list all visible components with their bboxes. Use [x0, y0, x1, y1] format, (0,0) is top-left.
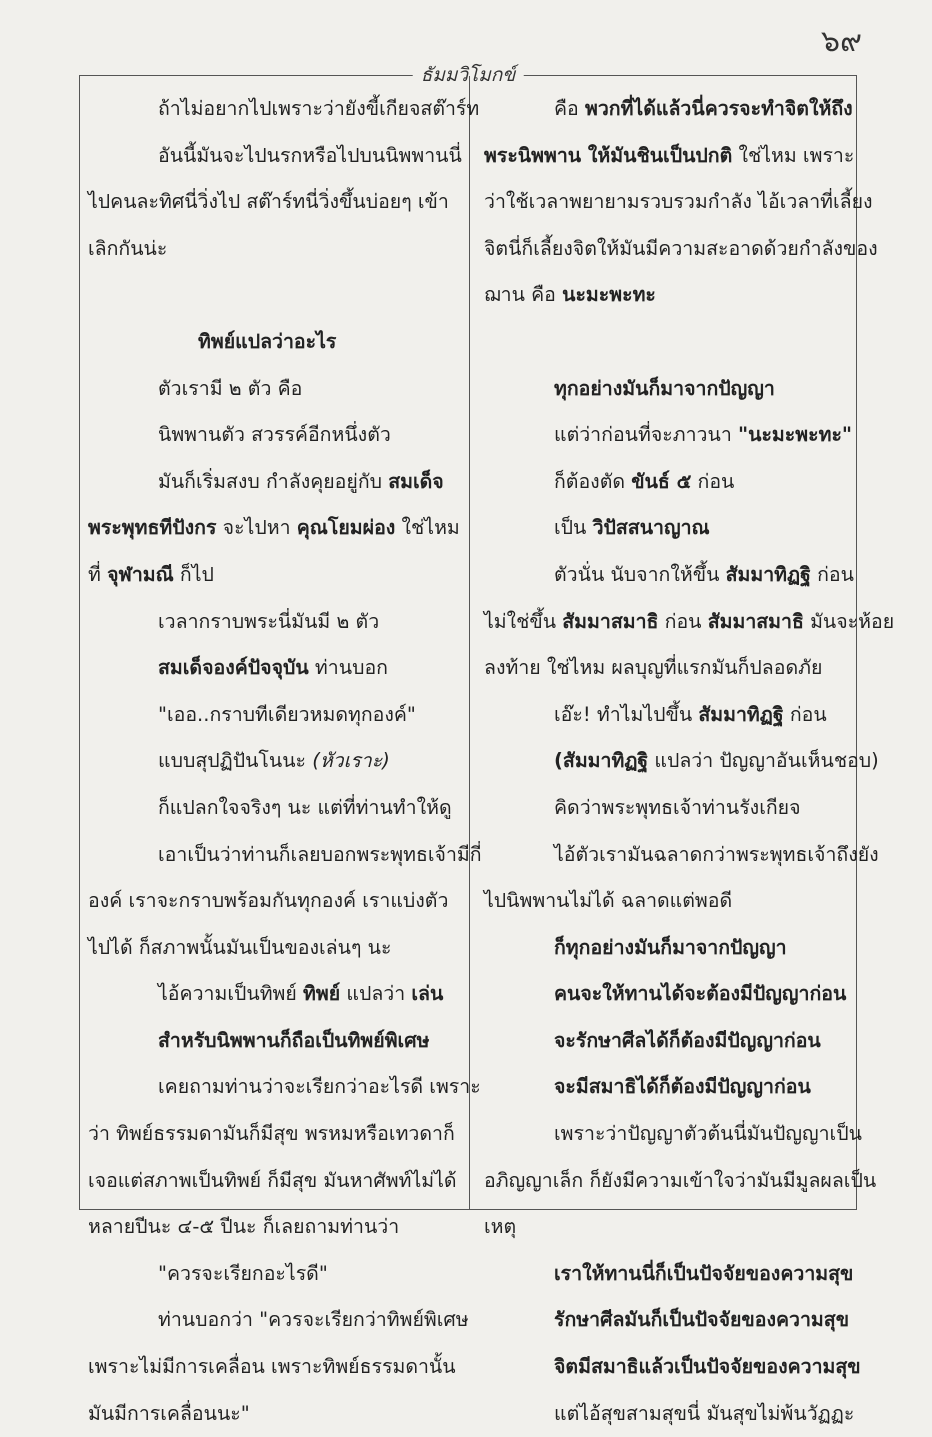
text-line: [484, 785, 856, 832]
bold-text: สัมมาสมาธิ: [707, 609, 804, 633]
text-line: [484, 226, 878, 273]
text-line: [88, 366, 460, 413]
text-line: [484, 1251, 856, 1298]
body-text: คิดว่าพระพุทธเจ้าท่านรังเกียจ: [554, 795, 801, 819]
text-line: [484, 1111, 862, 1158]
body-text: ลงท้าย ใช่ไหม ผลบุญที่แรกมันก็ปลอดภัย: [484, 656, 823, 680]
body-text: ก่อน: [658, 609, 708, 633]
bold-text: ขันธ์ ๕: [631, 469, 692, 493]
text-line: [88, 179, 460, 226]
text-line: [484, 971, 856, 1018]
text-line: [484, 878, 856, 925]
bold-text: จิตมีสมาธิแล้วเป็นปัจจัยของความสุข: [554, 1355, 861, 1379]
text-line: [484, 505, 856, 552]
text-line: [88, 692, 460, 739]
text-line: [88, 1297, 469, 1344]
body-text: เลิกกันน่ะ: [88, 236, 168, 260]
body-text: จะไปหา: [216, 516, 297, 540]
body-text: ก็แปลกใจจริงๆ นะ แต่ที่ท่านทำให้ดู: [158, 795, 452, 819]
text-line: [484, 692, 856, 739]
body-text: ท่านบอกว่า "ควรจะเรียกว่าทิพย์พิเศษ: [158, 1308, 469, 1332]
body-text: คือ: [554, 97, 585, 120]
text-line: [484, 1297, 856, 1344]
text-line: [88, 925, 460, 972]
text-line: [484, 179, 873, 226]
body-text: เหตุ: [484, 1215, 517, 1239]
bold-text: จุฬามณี: [107, 562, 174, 586]
text-line: [88, 785, 460, 832]
text-line: [88, 319, 460, 366]
body-text: เจอแต่สภาพเป็นทิพย์ ก็มีสุข มันหาศัพท์ไม่ได้: [88, 1168, 457, 1192]
body-text: องค์ เราจะกราบพร้อมกันทุกองค์ เราแบ่งตัว: [88, 889, 449, 913]
body-text: ตัวนั่น นับจากให้ขึ้น: [554, 562, 726, 586]
body-text: เวลากราบพระนี่มันมี ๒ ตัว: [158, 609, 380, 633]
bold-text: วิปัสสนาญาณ: [592, 516, 710, 540]
text-line: [484, 1064, 856, 1111]
text-line: [484, 133, 856, 180]
bold-text: พระพุทธทีปังกร: [88, 516, 217, 540]
text-line: [484, 1158, 877, 1205]
body-text: "ควรจะเรียกอะไรดี": [158, 1261, 328, 1285]
body-text: แปลว่า ปัญญาอันเห็นชอบ): [648, 749, 879, 773]
body-text: ตัวเรามี ๒ ตัว คือ: [158, 376, 303, 400]
body-text: อภิญญาเล็ก ก็ยังมีความเข้าใจว่ามันมีมูลผลเป็น: [484, 1168, 877, 1192]
bold-text: รักษาศีลมันก็เป็นปัจจัยของความสุข: [554, 1308, 850, 1332]
body-text: มันก็เริ่มสงบ กำลังคุยอยู่กับ: [158, 469, 389, 493]
body-text: ใช่ไหม: [395, 516, 460, 540]
body-text: หลายปีนะ ๔-๕ ปีนะ ก็เลยถามท่านว่า: [88, 1215, 400, 1239]
body-text: จิตนี่ก็เลี้ยงจิตให้มันมีความสะอาดด้วยกำลังของ: [484, 236, 878, 260]
italic-text: (หัวเราะ): [312, 749, 390, 773]
body-text: ไปคนละทิศนี่วิ่งไป สต๊าร์ทนี่วิ่งขึ้นบ่อยๆ เข้า: [88, 190, 449, 214]
text-line: [484, 319, 856, 366]
bold-text: สมเด็จ: [388, 469, 444, 493]
text-line: [88, 1018, 460, 1065]
text-line: [88, 1204, 460, 1251]
body-text: เคยถามท่านว่าจะเรียกว่าอะไรดี เพราะ: [158, 1075, 481, 1099]
body-text: ก็ไป: [173, 562, 214, 586]
text-line: [484, 412, 856, 459]
bold-text: จะมีสมาธิได้ก็ต้องมีปัญญาก่อน: [554, 1075, 811, 1099]
body-text: นิพพานตัว สวรรค์อีกหนึ่งตัว: [158, 423, 391, 447]
bold-text: พวกที่ได้แล้วนี่ควรจะทำจิตให้ถึง: [584, 97, 853, 120]
bold-text: ก็ทุกอย่างมันก็มาจากปัญญา: [554, 935, 787, 959]
text-line: [88, 412, 460, 459]
text-line: [88, 1111, 460, 1158]
bold-text: คุณโยมผ่อง: [296, 516, 396, 540]
text-line: [484, 459, 856, 506]
body-text: ไอ้ตัวเรามันฉลาดกว่าพระพุทธเจ้าถึงยัง: [554, 842, 879, 866]
text-line: [484, 738, 879, 785]
body-text: ถ้าไม่อยากไปเพราะว่ายังขี้เกียจสต๊าร์ท: [158, 97, 480, 120]
text-line: [88, 1158, 460, 1205]
text-line: [88, 272, 460, 319]
body-text: แต่ว่าก่อนที่จะภาวนา: [554, 423, 738, 447]
body-text: ไปได้ ก็สภาพนั้นมันเป็นของเล่นๆ นะ: [88, 935, 392, 959]
bold-text: สัมมาทิฏฐิ: [725, 562, 811, 586]
body-text: "เออ..กราบทีเดียวหมดทุกองค์": [158, 702, 416, 726]
text-line: [484, 272, 856, 319]
body-text: อันนี้มันจะไปนรกหรือไปบนนิพพานนี่: [158, 143, 462, 167]
body-text: ไอ้ความเป็นทิพย์: [158, 982, 304, 1006]
text-line: [484, 86, 856, 133]
text-line: [484, 645, 856, 692]
text-line: [88, 1391, 460, 1437]
text-line: [484, 366, 856, 413]
bold-text: "นะมะพะทะ": [737, 423, 853, 447]
bold-text: สมเด็จองค์ปัจจุบัน: [158, 656, 309, 680]
text-line: [484, 1204, 856, 1251]
body-text: เอ๊ะ! ทำไมไปขึ้น: [554, 702, 699, 726]
running-header-title: ธัมมวิโมกข์: [413, 60, 524, 90]
body-text: ไม่ใช่ขึ้น: [484, 609, 563, 633]
text-line: [88, 133, 460, 180]
text-line: [88, 1251, 460, 1298]
body-text: แต่ไอ้สุขสามสุขนี่ มันสุขไม่พ้นวัฏฏะ: [554, 1401, 855, 1425]
body-text: ก่อน: [691, 469, 735, 493]
text-line: [484, 832, 879, 879]
body-text: ว่า ทิพย์ธรรมดามันก็มีสุข พรหมหรือเทวดาก็: [88, 1122, 455, 1146]
body-text: ก่อน: [783, 702, 827, 726]
bold-text: ทิพย์แปลว่าอะไร: [198, 329, 337, 353]
text-line: [88, 878, 460, 925]
text-line: [88, 738, 460, 785]
body-text: ก่อน: [810, 562, 854, 586]
body-text: ที่: [88, 562, 108, 586]
text-line: [88, 226, 460, 273]
body-text: ไปนิพพานไม่ได้ ฉลาดแต่พอดี: [484, 889, 733, 913]
body-text: ใช่ไหม เพราะ: [732, 143, 855, 167]
text-line: [88, 832, 482, 879]
bold-text: จะรักษาศีลได้ก็ต้องมีปัญญาก่อน: [554, 1028, 821, 1052]
text-line: [484, 1018, 856, 1065]
text-line: [484, 1344, 861, 1391]
body-text: ว่าใช้เวลาพยายามรวบรวมกำลัง ไอ้เวลาที่เลี้ยง: [484, 190, 873, 214]
bold-text: สัมมาทิฏฐิ: [698, 702, 784, 726]
body-text: ฌาน คือ: [484, 283, 563, 307]
text-line: [484, 599, 895, 646]
bold-text: สำหรับนิพพานก็ถือเป็นทิพย์พิเศษ: [158, 1028, 430, 1052]
text-line: [88, 552, 460, 599]
text-line: [484, 925, 856, 972]
body-text: แบบสุปฏิปันโนนะ: [158, 749, 313, 773]
bold-text: (สัมมาทิฏฐิ: [554, 749, 649, 773]
body-text: มันมีการเคลื่อนนะ": [88, 1401, 250, 1425]
body-text: ก็ต้องตัด: [554, 469, 632, 493]
text-line: [484, 1391, 856, 1437]
text-line: [88, 505, 460, 552]
page-number: ๖๙: [820, 24, 862, 59]
left-column: [88, 86, 482, 1437]
text-line: [88, 645, 460, 692]
text-line: [88, 86, 480, 133]
bold-text: ทุกอย่างมันก็มาจากปัญญา: [554, 376, 775, 400]
bold-text: ทิพย์: [303, 982, 341, 1006]
text-line: [88, 1064, 481, 1111]
body-text: เพราะว่าปัญญาตัวต้นนี่มันปัญญาเป็น: [554, 1122, 862, 1146]
bold-text: คนจะให้ทานได้จะต้องมีปัญญาก่อน: [554, 982, 847, 1006]
bold-text: นะมะพะทะ: [562, 283, 656, 307]
right-column: [484, 86, 895, 1437]
body-text: เอาเป็นว่าท่านก็เลยบอกพระพุทธเจ้ามีกี่: [158, 842, 482, 866]
text-line: [88, 599, 460, 646]
text-line: [484, 552, 856, 599]
body-text: แปลว่า: [340, 982, 412, 1006]
body-text: เพราะไม่มีการเคลื่อน เพราะทิพย์ธรรมดานั้น: [88, 1355, 456, 1379]
column-divider: [469, 76, 470, 1209]
bold-text: พระนิพพาน ให้มันชินเป็นปกติ: [484, 143, 733, 167]
page-frame: [79, 64, 895, 1425]
bold-text: เราให้ทานนี่ก็เป็นปัจจัยของความสุข: [554, 1261, 854, 1285]
text-line: [88, 459, 460, 506]
bold-text: เล่น: [411, 982, 444, 1006]
text-line: [88, 971, 460, 1018]
body-text: ท่านบอก: [308, 656, 388, 680]
body-text: เป็น: [554, 516, 593, 540]
text-line: [88, 1344, 460, 1391]
bold-text: สัมมาสมาธิ: [562, 609, 659, 633]
body-text: มันจะห้อย: [803, 609, 895, 633]
